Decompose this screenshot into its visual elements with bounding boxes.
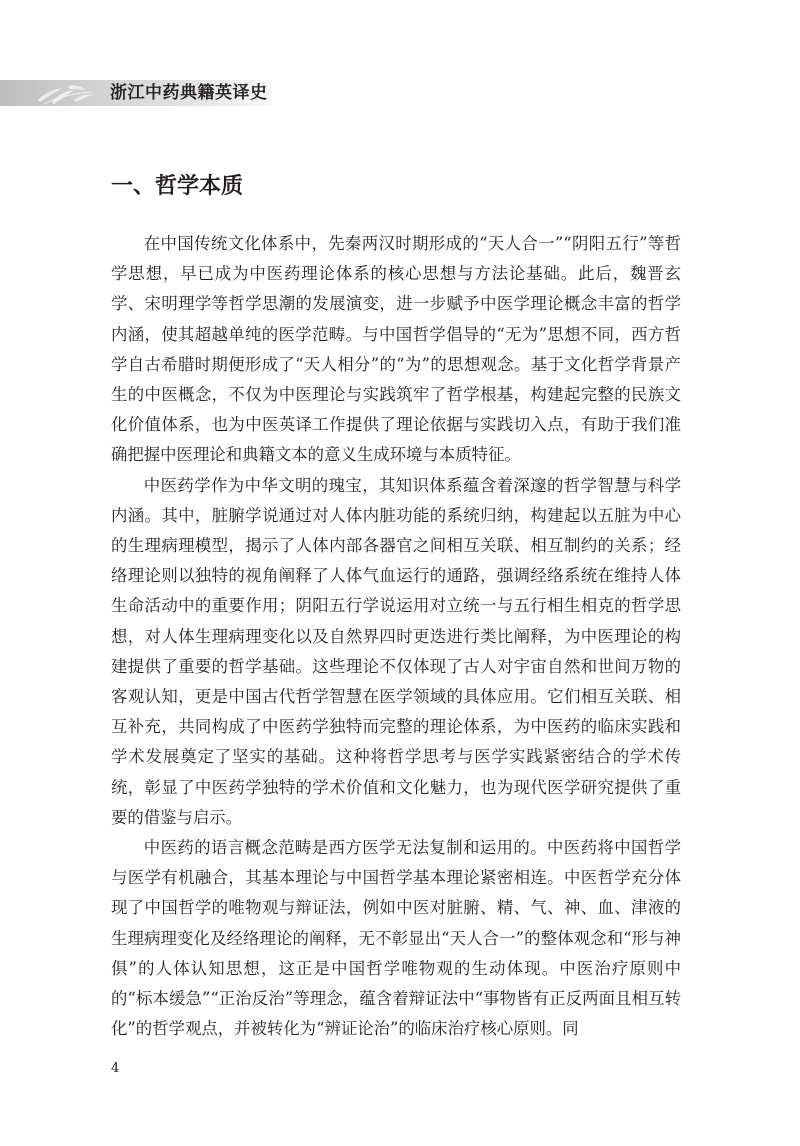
- paragraph: 中医药学作为中华文明的瑰宝，其知识体系蕴含着深邃的哲学智慧与科学内涵。其中，脏腑学说通过对人体内脏功能的系统归纳，构建起以五脏为中心的生理病理模型，揭示了人体内部各器官之间相互关联、相互制约的关系；经络理论则以独特的视角阐释了人体气血运行的通路，强调经络系统在维持人体生命活动中的重要作用；阴阳五行学说运用对立统一与五行相生相克的哲学思想，对人体生理病理变化以及自然界四时更迭进行类比阐释，为中医理论的构建提供了重要的哲学基础。这些理论不仅体现了古人对宇宙自然和世间万物的客观认知，更是中国古代哲学智慧在医学领域的具体应用。它们相互关联、相互补充，共同构成了中医药学独特而完整的理论体系，为中医药的临床实践和学术发展奠定了坚实的基础。这种将哲学思考与医学实践紧密结合的学术传统，彰显了中医药学独特的学术价值和文化魅力，也为现代医学研究提供了重要的借鉴与启示。: [111, 475, 681, 827]
- bamboo-leaves-icon: [34, 80, 104, 106]
- section-heading: 一、哲学本质: [111, 174, 244, 199]
- body-text: [111, 229, 681, 1044]
- paragraph: 在中国传统文化体系中，先秦两汉时期形成的“天人合一”“阴阳五行”等哲学思想，早已成为中医药理论体系的核心思想与方法论基础。此后，魏晋玄学、宋明理学等哲学思潮的发展演变，进一步赋予中医学理论概念丰富的哲学内涵，使其超越单纯的医学范畴。与中国哲学倡导的“无为”思想不同，西方哲学自古希腊时期便形成了“天人相分”的“为”的思想观念。基于文化哲学背景产生的中医概念，不仅为中医理论与实践筑牢了哲学根基，构建起完整的民族文化价值体系，也为中医英译工作提供了理论依据与实践切入点，有助于我们准确把握中医理论和典籍文本的意义生成环境与本质特征。: [111, 234, 681, 465]
- paragraph: 中医药的语言概念范畴是西方医学无法复制和运用的。中医药将中国哲学与医学有机融合，其基本理论与中国哲学基本理论紧密相连。中医哲学充分体现了中国哲学的唯物观与辩证法，例如中医对脏腑、精、气、神、血、津液的生理病理变化及经络理论的阐释，无不彰显出“天人合一”的整体观念和“形与神俱”的人体认知思想，这正是中国哲学唯物观的生动体现。中医治疗原则中的“标本缓急”“正治反治”等理念，蕴含着辩证法中“事物皆有正反两面且相互转化”的哲学观点，并被转化为“辨证论治”的临床治疗核心原则。同: [111, 838, 681, 1039]
- page-number: 4: [111, 1061, 120, 1076]
- running-header-title: 浙江中药典籍英译史: [110, 83, 268, 103]
